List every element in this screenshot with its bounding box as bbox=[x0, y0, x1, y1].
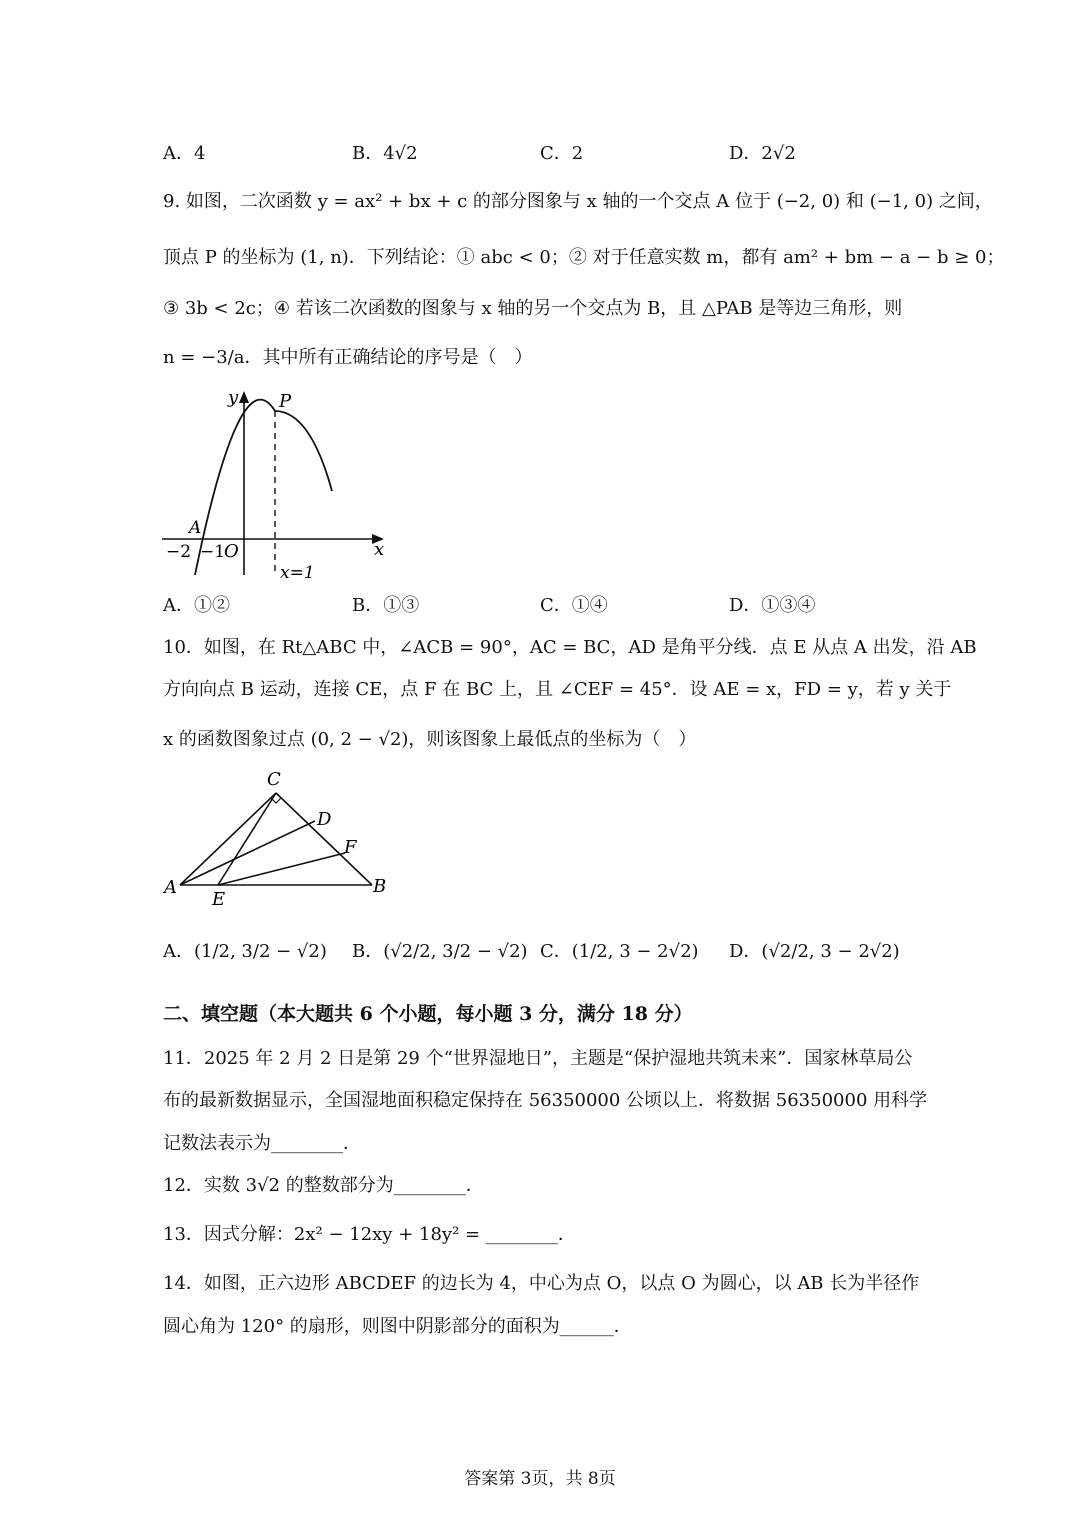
q9-line-2: 顶点 P 的坐标为 (1, n)．下列结论：① abc < 0；② 对于任意实数 m，都有 am² + bm − a − b ≥ 0； bbox=[163, 247, 1005, 268]
y-axis-arrow bbox=[239, 391, 249, 403]
q13-line-1: 13．因式分解：2x² − 12xy + 18y² = ________． bbox=[163, 1224, 576, 1245]
q9-option-d: D．①③④ bbox=[729, 595, 816, 616]
q9-line-4: n = −3/a．其中所有正确结论的序号是（ ） bbox=[163, 347, 533, 368]
segment-ce bbox=[218, 793, 276, 885]
q8-option-c: C．2 bbox=[540, 143, 584, 164]
q8-option-b: B．4√2 bbox=[352, 143, 418, 164]
q11-line-3: 记数法表示为________． bbox=[163, 1133, 361, 1154]
label-f: F bbox=[344, 837, 357, 858]
label-a: A bbox=[164, 877, 177, 898]
label-x-equals-1: x=1 bbox=[280, 563, 315, 583]
label-p: P bbox=[279, 391, 292, 412]
q10-line-2: 方向向点 B 运动，连接 CE，点 F 在 BC 上，且 ∠CEF = 45°．设 AE = x，FD = y，若 y 关于 bbox=[163, 679, 952, 700]
q11-line-1: 11．2025 年 2 月 2 日是第 29 个“世界湿地日”，主题是“保护湿地共筑未来”．国家林草局公 bbox=[163, 1048, 913, 1069]
q12-line-1: 12．实数 3√2 的整数部分为________． bbox=[163, 1175, 484, 1196]
label-minus2: −2 bbox=[166, 542, 192, 562]
label-b: B bbox=[373, 876, 387, 897]
q10-option-b: B．(√2/2, 3/2 − √2) bbox=[352, 941, 528, 962]
label-minus1: −1 bbox=[200, 542, 226, 562]
q10-triangle-figure bbox=[160, 765, 400, 915]
q10-option-d: D．(√2/2, 3 − 2√2) bbox=[729, 941, 900, 962]
q9-line-1: 9. 如图，二次函数 y = ax² + bx + c 的部分图象与 x 轴的一个交点 A 位于 (−2, 0) 和 (−1, 0) 之间， bbox=[163, 191, 993, 212]
label-o: O bbox=[224, 541, 239, 562]
q10-line-1: 10．如图，在 Rt△ABC 中，∠ACB = 90°，AC = BC，AD 是角平分线．点 E 从点 A 出发，沿 AB bbox=[163, 637, 977, 658]
q9-parabola-figure bbox=[160, 385, 400, 585]
q9-option-b: B．①③ bbox=[352, 595, 420, 616]
section-heading: 二、填空题（本大题共 6 个小题，每小题 3 分，满分 18 分） bbox=[163, 1003, 693, 1025]
q9-line-3: ③ 3b < 2c；④ 若该二次函数的图象与 x 轴的另一个交点为 B，且 △PAB 是等边三角形，则 bbox=[163, 298, 903, 319]
label-e: E bbox=[212, 889, 226, 910]
q9-option-a: A．①② bbox=[163, 595, 230, 616]
side-ac bbox=[180, 793, 276, 885]
right-angle-mark bbox=[271, 798, 281, 803]
label-a: A bbox=[189, 518, 202, 538]
label-c: C bbox=[267, 769, 281, 790]
q14-line-1: 14．如图，正六边形 ABCDEF 的边长为 4，中心为点 O，以点 O 为圆心，以 AB 长为半径作 bbox=[163, 1273, 920, 1294]
q8-option-d: D．2√2 bbox=[729, 143, 796, 164]
page-footer: 答案第 3页，共 8页 bbox=[464, 1469, 616, 1489]
label-x: x bbox=[374, 539, 385, 560]
q11-line-2: 布的最新数据显示，全国湿地面积稳定保持在 56350000 公顷以上．将数据 56350000 用科学 bbox=[163, 1090, 928, 1111]
q14-line-2: 圆心角为 120° 的扇形，则图中阴影部分的面积为______． bbox=[163, 1316, 632, 1337]
label-d: D bbox=[317, 809, 332, 830]
label-y: y bbox=[228, 387, 239, 408]
q9-option-c: C．①④ bbox=[540, 595, 608, 616]
q8-option-a: A．4 bbox=[163, 143, 206, 164]
q10-line-3: x 的函数图象过点 (0, 2 − √2)，则该图象上最低点的坐标为（ ） bbox=[163, 729, 697, 750]
q10-option-a: A．(1/2, 3/2 − √2) bbox=[163, 941, 327, 962]
segment-ad bbox=[180, 821, 315, 885]
side-bc bbox=[276, 793, 372, 885]
q10-option-c: C．(1/2, 3 − 2√2) bbox=[540, 941, 699, 962]
